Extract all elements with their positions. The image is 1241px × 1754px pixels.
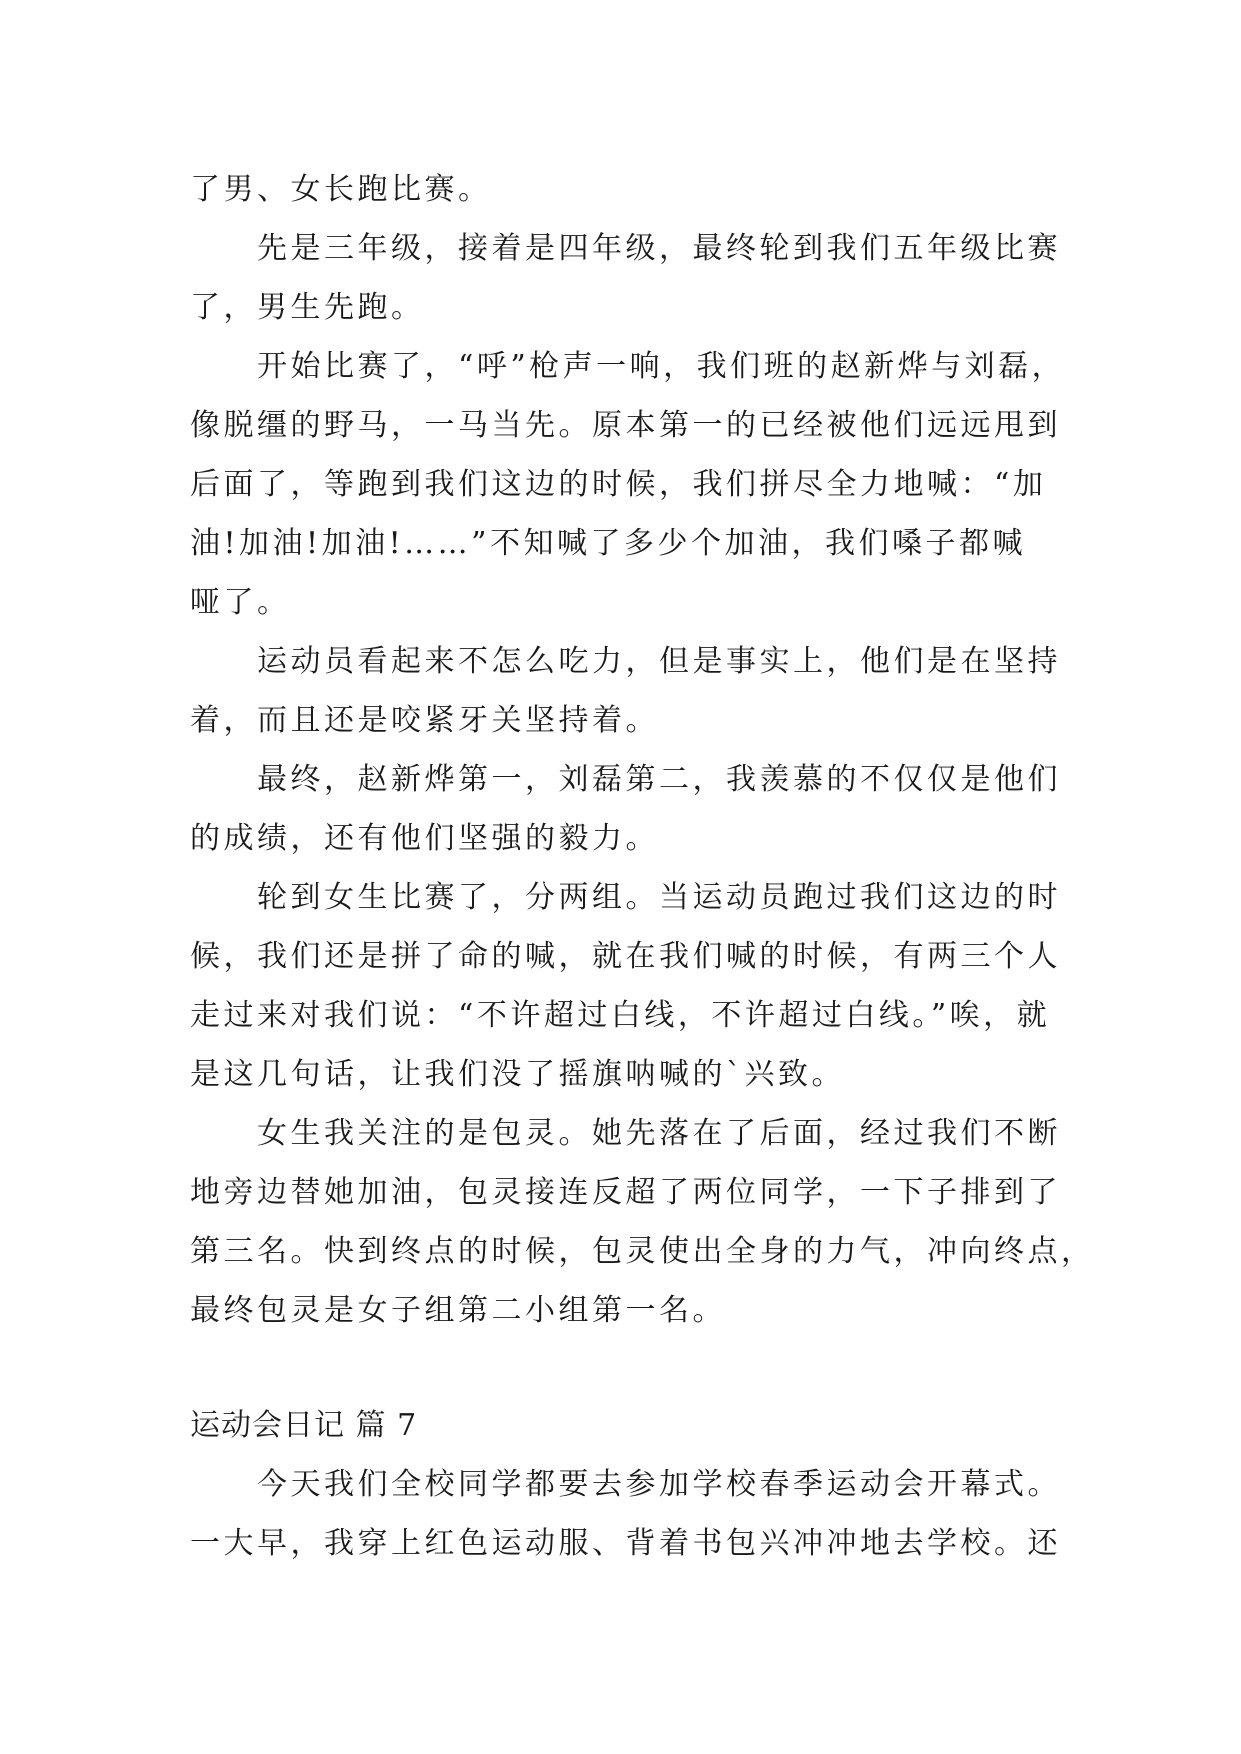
paragraph-start-line: 最终，赵新烨第一，刘磊第二，我羡慕的不仅仅是他们 (257, 762, 1061, 797)
text-line: 后面了，等跑到我们这边的时候，我们拼尽全力地喊：“加 (190, 467, 1047, 502)
body-text (190, 160, 1095, 1573)
text-line: 的成绩，还有他们坚强的毅力。 (190, 821, 659, 856)
text-line: 油!加油!加油!……”不知喊了多少个加油，我们嗓子都喊 (190, 526, 1027, 561)
text-line: 最终包灵是女子组第二小组第一名。 (190, 1293, 726, 1328)
text-line: 地旁边替她加油，包灵接连反超了两位同学，一下子排到了 (190, 1175, 1061, 1210)
text-line: 着，而且还是咬紧牙关坚持着。 (190, 703, 659, 738)
text-line: 候，我们还是拼了命的喊，就在我们喊的时候，有两三个人 (190, 939, 1061, 974)
text-line: 是这几句话，让我们没了摇旗呐喊的`兴致。 (190, 1057, 845, 1092)
section-heading: 运动会日记 篇 7 (190, 1408, 418, 1443)
paragraph-start-line: 运动员看起来不怎么吃力，但是事实上，他们是在坚持 (257, 644, 1061, 679)
paragraph-start-line: 先是三年级，接着是四年级，最终轮到我们五年级比赛 (257, 231, 1061, 266)
text-line: 哑了。 (190, 585, 291, 620)
paragraph-start-line: 轮到女生比赛了，分两组。当运动员跑过我们这边的时 (257, 880, 1061, 915)
text-line: 了，男生先跑。 (190, 290, 425, 325)
text-line: 第三名。快到终点的时候，包灵使出全身的力气，冲向终点， (190, 1234, 1095, 1269)
text-line: 一大早，我穿上红色运动服、背着书包兴冲冲地去学校。还 (190, 1526, 1061, 1561)
text-line: 走过来对我们说：“不许超过白线，不许超过白线。”唉，就 (190, 998, 1051, 1033)
paragraph-start-line: 今天我们全校同学都要去参加学校春季运动会开幕式。 (257, 1467, 1061, 1502)
text-line: 像脱缰的野马，一马当先。原本第一的已经被他们远远甩到 (190, 408, 1061, 443)
text-line: 了男、女长跑比赛。 (190, 172, 492, 207)
section-gap (190, 1340, 1050, 1396)
paragraph-start-line: 开始比赛了，“呼”枪声一响，我们班的赵新烨与刘磊， (257, 349, 1066, 384)
paragraph-start-line: 女生我关注的是包灵。她先落在了后面，经过我们不断 (257, 1116, 1061, 1151)
